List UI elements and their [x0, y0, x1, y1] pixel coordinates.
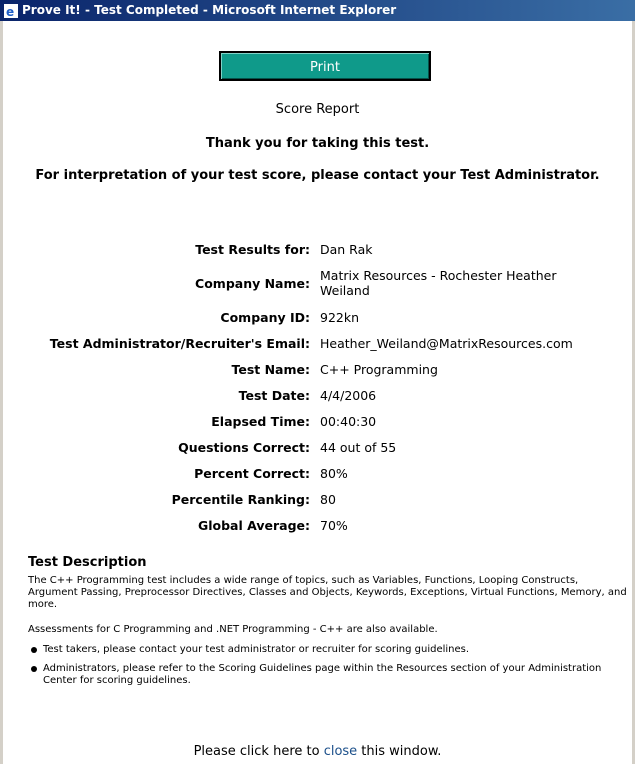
test-description-title: Test Description	[28, 555, 147, 570]
result-row	[3, 310, 632, 336]
result-row	[3, 268, 632, 310]
result-row	[3, 242, 632, 268]
result-value: Heather_Weiland@MatrixResources.com	[320, 336, 573, 351]
close-link[interactable]: close	[323, 744, 358, 759]
bullet-dot-icon	[31, 666, 37, 672]
result-value: 44 out of 55	[320, 440, 397, 455]
results-table	[3, 242, 632, 544]
result-value: 80%	[320, 466, 348, 481]
result-value: 4/4/2006	[320, 388, 377, 403]
result-row	[3, 362, 632, 388]
result-label: Company Name:	[195, 276, 310, 291]
bullet-text: Test takers, please contact your test administrator or recruiter for scoring guidelines.	[43, 644, 470, 655]
result-row	[3, 336, 632, 362]
result-label: Global Average:	[197, 518, 310, 533]
bullet-item	[28, 663, 628, 687]
assessments-note: Assessments for C Programming and .NET Programming - C++ are also available.	[28, 624, 438, 635]
result-value: 80	[320, 492, 336, 507]
result-row	[3, 414, 632, 440]
result-label: Elapsed Time:	[211, 414, 310, 429]
result-row	[3, 518, 632, 544]
result-value: 922kn	[320, 310, 360, 325]
result-label: Percent Correct:	[194, 466, 310, 481]
bullet-dot-icon	[31, 647, 37, 653]
interpretation-text: For interpretation of your test score, please contact your Test Administrator.	[35, 168, 600, 183]
result-value: 00:40:30	[320, 414, 377, 429]
result-label: Company ID:	[220, 310, 310, 325]
result-row	[3, 440, 632, 466]
page-content	[3, 21, 632, 764]
close-line-prefix: Please click here to	[193, 744, 324, 759]
result-label: Test Administrator/Recruiter's Email:	[49, 336, 310, 351]
window-titlebar	[0, 0, 635, 21]
result-row	[3, 466, 632, 492]
result-value: Matrix Resources - Rochester Heather Weiland	[320, 268, 557, 298]
result-label: Questions Correct:	[178, 440, 310, 455]
result-label: Test Results for:	[195, 242, 310, 257]
svg-text:e: e	[6, 4, 15, 18]
print-button[interactable]: Print	[219, 51, 431, 81]
close-window-line	[3, 744, 632, 759]
result-label: Test Name:	[231, 362, 310, 377]
bullet-text: Administrators, please refer to the Scoring Guidelines page within the Resources section of your Administration Center for scoring guidelines.	[43, 663, 602, 686]
result-value: 70%	[320, 518, 348, 533]
thank-you-text: Thank you for taking this test.	[205, 136, 430, 151]
internet-explorer-icon	[4, 4, 18, 18]
close-line-suffix: this window.	[357, 744, 442, 759]
result-row	[3, 492, 632, 518]
result-label: Percentile Ranking:	[171, 492, 310, 507]
result-label: Test Date:	[238, 388, 310, 403]
score-report-heading: Score Report	[275, 102, 360, 117]
bullet-item	[28, 644, 628, 656]
window-title: Prove It! - Test Completed - Microsoft Internet Explorer	[22, 3, 397, 17]
test-description-body: The C++ Programming test includes a wide range of topics, such as Variables, Functions, Looping Constructs, Argument Passing, Preprocessor Directives, Classes and Objects, Keywords, Exceptions, Virtual Functions, Memory, and more.	[28, 575, 627, 610]
result-row	[3, 388, 632, 414]
result-value: C++ Programming	[320, 362, 438, 377]
result-value: Dan Rak	[320, 242, 373, 257]
